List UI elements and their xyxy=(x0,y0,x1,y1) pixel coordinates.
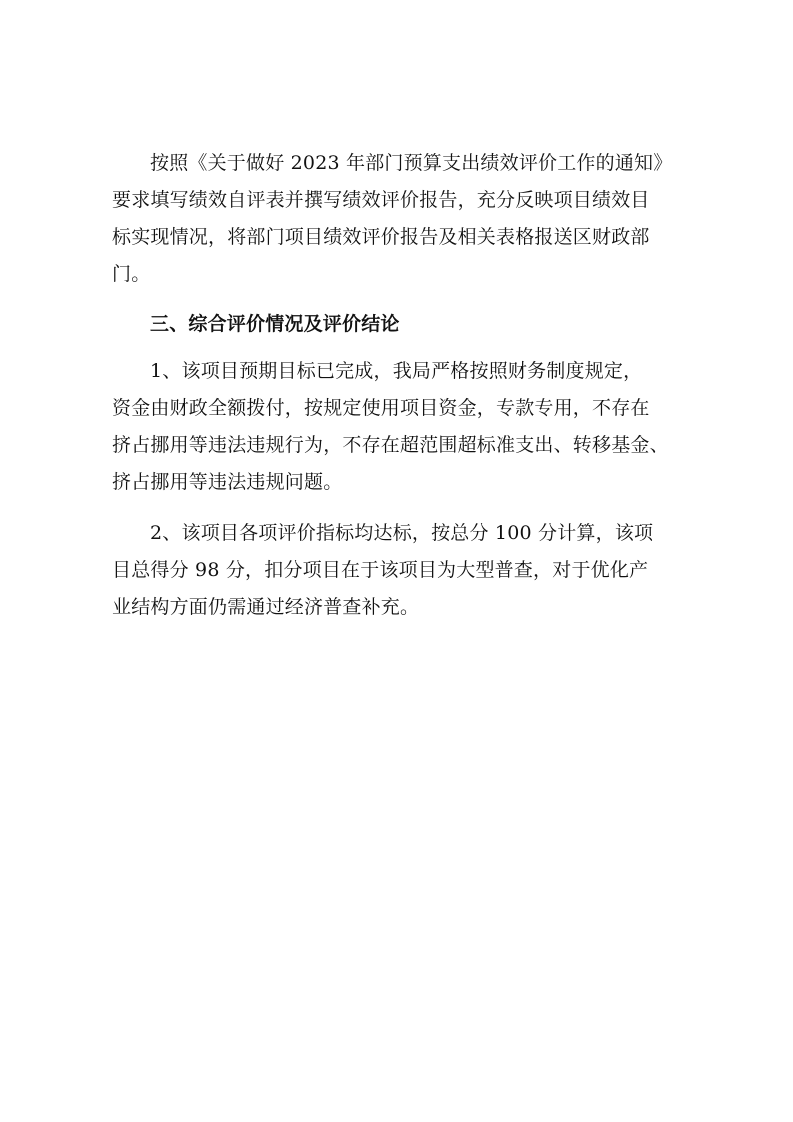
item-1-line-2: 资金由财政全额拨付，按规定使用项目资金，专款专用，不存在 xyxy=(112,397,650,419)
paragraph-1-line-2: 要求填写绩效自评表并撰写绩效评价报告，充分反映项目绩效目 xyxy=(112,189,650,211)
paragraph-1-line-1: 按照《关于做好 2023 年部门预算支出绩效评价工作的通知》 xyxy=(150,152,673,174)
paragraph-1-line-4: 门。 xyxy=(112,263,151,285)
item-1-line-3: 挤占挪用等违法违规行为，不存在超范围超标准支出、转移基金、 xyxy=(112,434,669,456)
item-1-line-4: 挤占挪用等违法违规问题。 xyxy=(112,471,343,493)
item-2-line-2: 目总得分 98 分，扣分项目在于该项目为大型普查，对于优化产 xyxy=(112,559,649,581)
paragraph-1-line-3: 标实现情况，将部门项目绩效评价报告及相关表格报送区财政部 xyxy=(112,226,650,248)
item-1-line-1: 1、该项目预期目标已完成，我局严格按照财务制度规定， xyxy=(150,360,643,382)
section-3-heading: 三、综合评价情况及评价结论 xyxy=(150,313,400,335)
item-2-line-1: 2、该项目各项评价指标均达标，按总分 100 分计算，该项 xyxy=(150,522,654,544)
item-2-line-3: 业结构方面仍需通过经济普查补充。 xyxy=(112,596,420,618)
